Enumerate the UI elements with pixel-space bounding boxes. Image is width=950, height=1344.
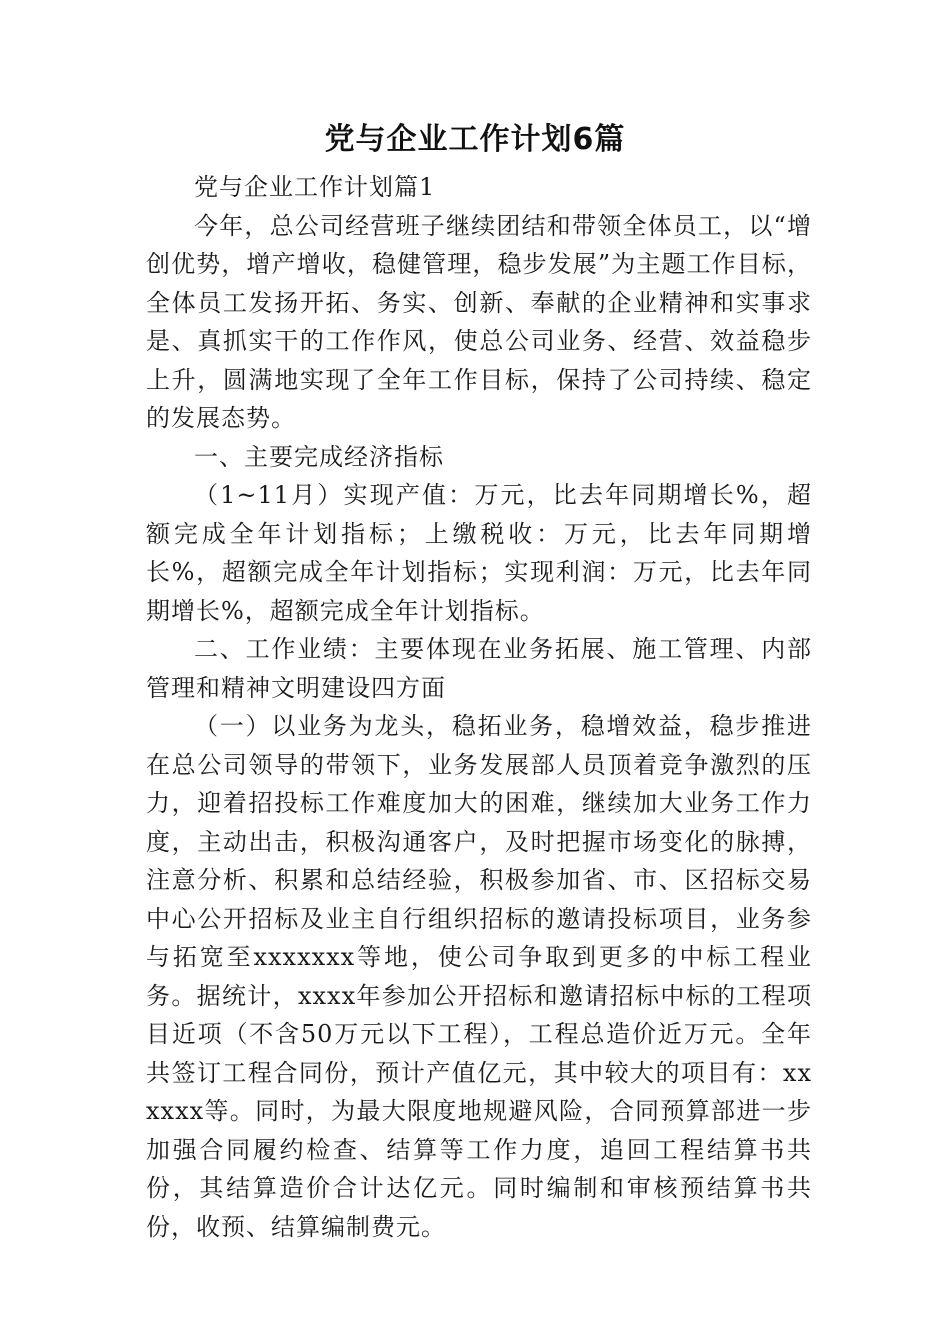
intro-paragraph: 今年，总公司经营班子继续团结和带领全体员工，以“增创优势，增产增收，稳健管理，稳步发展”为主题工作目标，全体员工发扬开拓、务实、创新、奉献的企业精神和实事求是、真抓实干的工作作风，使总公司业务、经营、效益稳步上升，圆满地实现了全年工作目标，保持了公司持续、稳定的发展态势。	[146, 211, 812, 432]
section-heading-1: 党与企业工作计划篇1	[194, 173, 436, 201]
section-heading-economic-indicators: 一、主要完成经济指标	[194, 442, 444, 471]
document-title: 党与企业工作计划6篇	[324, 122, 626, 157]
economic-indicators-paragraph: （1~11月）实现产值：万元，比去年同期增长%，超额完成全年计划指标；上缴税收：万元，比去年同期增长%，超额完成全年计划指标；实现利润：万元，比去年同期增长%，超额完成全年计划指标。	[146, 481, 812, 625]
section-heading-work-achievements: 二、工作业绩：主要体现在业务拓展、施工管理、内部管理和精神文明建设四方面	[146, 635, 812, 702]
document-body	[146, 168, 812, 1246]
business-development-paragraph: （一）以业务为龙头，稳拓业务，稳增效益，稳步推进在总公司领导的带领下，业务发展部人员顶着竞争激烈的压力，迎着招投标工作难度加大的困难，继续加大业务工作力度，主动出击，积极沟通客户，及时把握市场变化的脉搏，注意分析、积累和总结经验，积极参加省、市、区招标交易中心公开招标及业主自行组织招标的邀请投标项目，业务参与拓宽至xxxxxxx等地，使公司争取到更多的中标工程业务。据统计，xxxx年参加公开招标和邀请招标中标的工程项目近项（不含50万元以下工程），工程总造价近万元。全年共签订工程合同份，预计产值亿元，其中较大的项目有：xxxxxx等。同时，为最大限度地规避风险，合同预算部进一步加强合同履约检查、结算等工作力度，追回工程结算书共份，其结算造价合计达亿元。同时编制和审核预结算书共份，收预、结算编制费元。	[146, 712, 812, 1241]
